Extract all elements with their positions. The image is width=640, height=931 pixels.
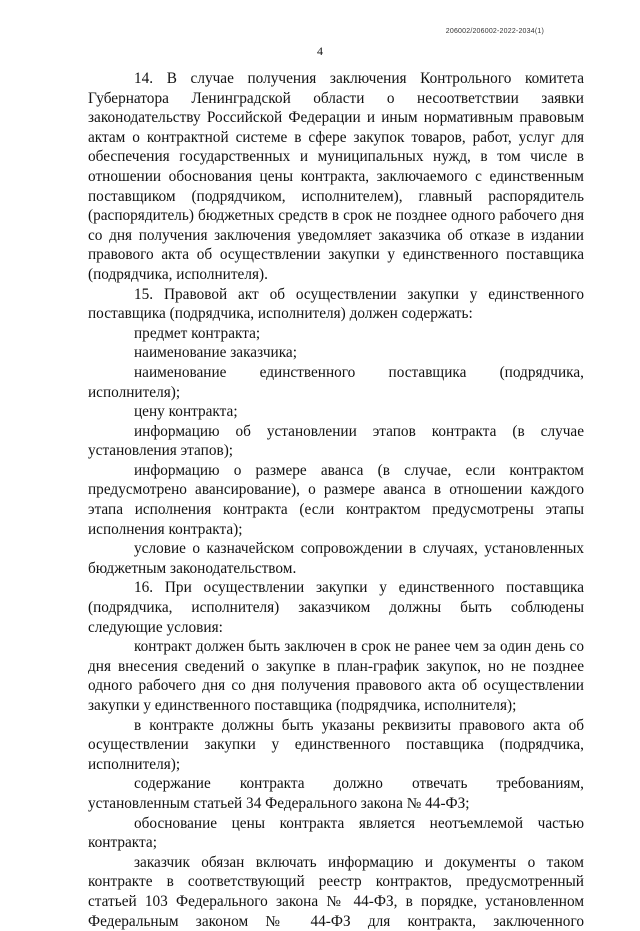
paragraph-14: 14. В случае получения заключения Контрольного комитета Губернатора Ленинградской области о несоответствии заявки законодательству Российской Федерации и иным нормативным правовым актам о контрактной системе в сфере закупок товаров, работ, услуг для обеспечения государственных и муниципальных нужд, в том числе в отношении обоснования цены контракта, заключаемого с единственным поставщиком (подрядчиком, исполнителем), главный распорядитель (распорядитель) бюджетных средств в срок не позднее одного рабочего дня со дня получения заключения уведомляет заказчика об отказе в издании правового акта об осуществлении закупки у единственного поставщика (подрядчика, исполнителя). xyxy=(88,70,584,283)
condition-registry: заказчик обязан включать информацию и документы о таком контракте в соответствующий реестр контрактов, предусмотренный статьей 103 Федерального закона № 44-ФЗ, в порядке, установленном Федеральным законом № 44-ФЗ для контракта, заключенного xyxy=(88,853,584,930)
condition-price-justification: обоснование цены контракта является неотъемлемой частью контракта; xyxy=(88,814,584,852)
list-item-customer-name: наименование заказчика; xyxy=(134,344,297,362)
list-item-treasury-support: условие о казначейском сопровождении в случаях, установленных бюджетным законодательством. xyxy=(88,540,584,577)
document-body xyxy=(88,69,584,931)
list-item-price: цену контракта; xyxy=(134,403,238,421)
list-item-supplier-name: наименование единственного поставщика (подрядчика, исполнителя); xyxy=(88,363,584,401)
page-number: 4 xyxy=(317,44,323,58)
condition-requisites: в контракте должны быть указаны реквизиты правового акта об осуществлении закупки у единственного поставщика (подрядчика, исполнителя); xyxy=(88,716,584,773)
paragraph-15: 15. Правовой акт об осуществлении закупки у единственного поставщика (подрядчика, исполнителя) должен содержать: xyxy=(88,285,584,323)
list-item-advance: информацию о размере аванса (в случае, если контрактом предусмотрено авансирование), о размере аванса в отношении каждого этапа исполнения контракта (если контрактом предусмотрены этапы исполнения контракта); xyxy=(88,461,584,538)
condition-content: содержание контракта должно отвечать требованиям, установленным статьей 34 Федерального закона № 44-ФЗ; xyxy=(88,775,584,812)
list-item-subject: предмет контракта; xyxy=(134,324,261,342)
paragraph-16: 16. При осуществлении закупки у единственного поставщика (подрядчика, исполнителя) заказчиком должны быть соблюдены следующие условия: xyxy=(88,579,584,636)
condition-deadline: контракт должен быть заключен в срок не ранее чем за один день со дня внесения сведений о закупке в план-график закупок, но не позднее одного рабочего дня со дня получения правового акта об осуществлении закупки у единственного поставщика (подрядчика, исполнителя); xyxy=(88,638,584,714)
list-item-stages: информацию об установлении этапов контракта (в случае установления этапов); xyxy=(88,422,584,460)
document-id: 206002/206002-2022-2034(1) xyxy=(445,28,544,35)
